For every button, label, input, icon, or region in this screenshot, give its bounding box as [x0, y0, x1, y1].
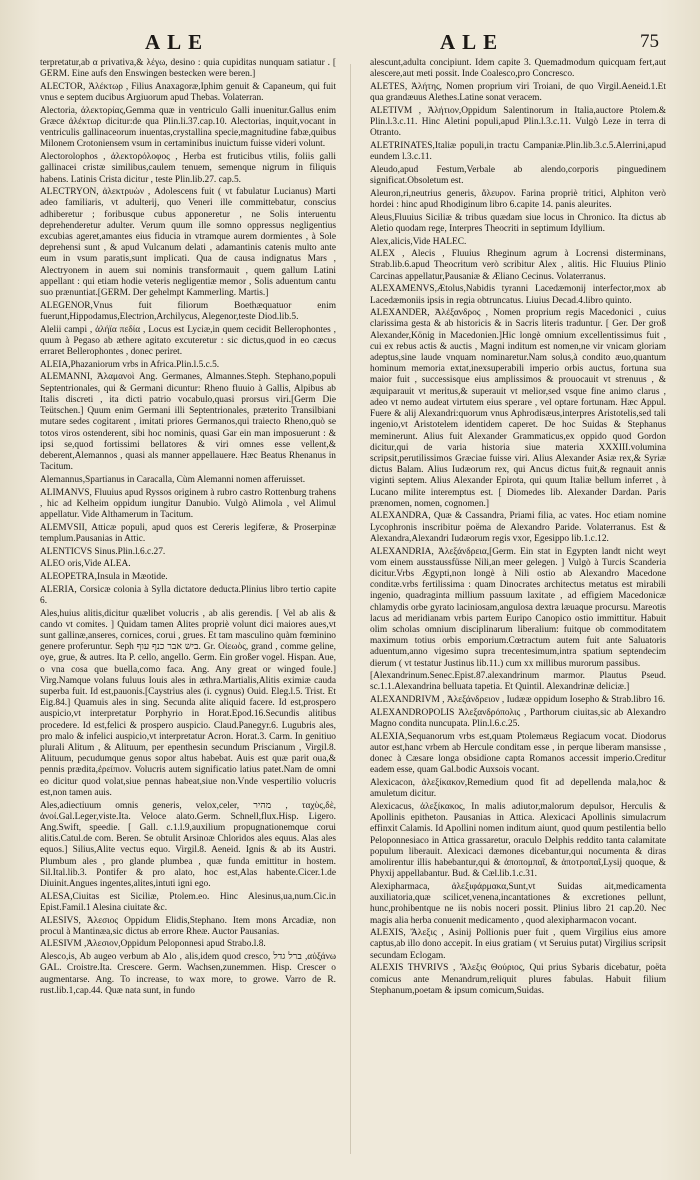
- dictionary-entry: Alexipharmaca, ἀλεξιφάρμακα,Sunt,vt Suidas ait,medicamenta auxiliatoria,quæ scilicet,venena,incantationes & excretiones pellunt, hunc,prohibentque ne iis nobis noceri possit. Plinius libro 21 cap.20. Nec magis alia herba conuenit medicamento , quod alexipharmacon vocant.: [370, 881, 666, 926]
- dictionary-entry: Alexicacus, ἀλεξίκακος, In malis adiutor,malorum depulsor, Herculis & Apollinis epitheton. Pausanias in Attica. Alexicaci Apollinis simulacrum effinxit Calamis. Id Apollini nomen inditum aiunt, quod quum pestilentia bello Peloponnesiaco in Attica grassaretur, oraculo Delphis reddito tanta calamitate populum liberauit. Alexicaci dæmones dicebantur,qui nocumenta & diras amolirentur illis habebantur,qui & ἀποπομπαῖ, & ἀποτροπαῖ,Lysij quoque, & Phyxij appellabantur. Bud. & Cæl.lib.1.c.31.: [370, 802, 666, 880]
- dictionary-entry: ALENTICVS Sinus.Plin.l.6.c.27.: [40, 546, 166, 557]
- running-header: [0, 30, 700, 56]
- dictionary-entry: Ales,huius alitis,dicitur quælibet volucris , ab alis gerendis. [ Vel ab alis & cando vt comites. ] Quidam tamen Alites propriè volunt dici maiores aues,vt sunt gallinæ,anseres, cornices, corui , grues. Et tam masculino quàm fœminino genere proferuntur. Seph ביש אבר כנף עוף. Gr. Οἰεωὸς, grand , comme geline, oye, grue, & autres. Ita P. cello, angello. Germ. Ein großer vogel. Hispan. Aue, o vna cosa que buella,como faca. Ang. Any great or winged foule.] Virg.Namque volans fuluus Iouis ales in æthra.Martialis,Alitis eximiæ cauda superba fuit. Id est,pauonis.[Caystrius ales (i. cygnus) Ouid. Eleg.l.5. Trist. Et Eig.84.] Quamuis ales in sing. Secunda alite aliquid facere. Id est,prospero auspicio,vt interpretatur Porphyrio in Horat.Epod.16.Secundis alitibus procedere. Id est,felici & prospero auspicio. Claud.Panegyr.6. Lugubris ales, pro malo & infelici auspicio,vt interpretatur Acron. Horat.3. Carm. In genitiuo plurali Alitum , & Alituum, per epenthesin secundum Priscianum , Virgil.8. Alituum, pecudumque genus sopor altus habebat. Auis est quæ parit oua,& pennis prædita,ἐρείπιον. Volucris autem significatio latius patet.Nam de omni eo dicitur quod volat,siue pennas habeat,siue non.Vnde vespertilio volucris est,non tamen auis.: [40, 608, 336, 798]
- page-number: 75: [640, 31, 659, 52]
- dictionary-entry: Aleuron,ri,neutrius generis, ἄλευρον. Farina propriè tritici, Alphiton verò hordei : hinc apud Rhodiginum libro 6.capite 14. panis aleurites.: [370, 188, 666, 210]
- dictionary-entry: ALEMANNI, Ἀλαμανοὶ Ang. Germanes, Almannes.Steph. Stephano,populi Septentrionales, qui & Germani dicuntur: Rheno fluuio à Gallis, Alpibus ab Italis discreti , ita dicti patrio vocabulo,quasi prorsus viri.[Germ Die Teütschen.] Quum enim Germani illi Septentrionales, præterito Transilbiani mutare sedes cogitarent , imitati priores Germanos,qui traiecto Rheno,quò se totos viros ostenderent, sibi hoc nominis, quasi Gar ein man imposuerunt : & ipsi se,quod fortissimi bellatores & viri omnes esse vellent,& deberent,Alemannos , quasi als manner appellauere. Hæc Beatus Rhenanus in Tacitum.: [40, 372, 336, 473]
- dictionary-entry: Alex,alicis,Vide HALEC.: [370, 236, 467, 247]
- dictionary-entry: alescunt,adulta concipiunt. Idem capite 3. Quemadmodum quicquam fert,aut alescere,aut meti possit. Inde Coalesco,pro Concresco.: [370, 58, 666, 80]
- dictionary-entry: ALEIA,Phazaniorum vrbs in Africa.Plin.l.5.c.5.: [40, 359, 220, 370]
- dictionary-entry: ALETES, Ἀλήτης, Nomen proprium viri Troiani, de quo Virgil.Aeneid.1.Et qua grandæuus Alethes.Latine sonat veracem.: [370, 81, 666, 104]
- dictionary-entry: Ales,adiectiuum omnis generis, velox,celer, מהיר , ταχὺς,δὲ, ἀνοί.Gal.Leger,viste.Ita. Veloce alato.Germ. Schnell,flux.Hisp. Ligero. Ang.Swift, speedie. [ Gall. c.1.l.9,auxilium propugnationemque corui alitis.Catul.de com. Beren. Se obtulit Arsinoæ Chloridos ales equus. Alas ales equos.] Silius,Alite vectus equo. Virgil.8. Aeneid. Ignis & ab its Austri. Plumbum ales , pro glande plumbea , quæ funda emittitur in hostem. Sil.Ital.lib.3. Pontifer & pro alato, hoc est,Alas habente.Cicer.1.de Diuinit.Angues ingentes,alites,intuti igni ego.: [40, 800, 336, 889]
- dictionary-entry: ALETRINATES,Italiæ populi,in tractu Campaniæ.Plin.lib.3.c.5.Alerrini,apud eundem l.3.c.11.: [370, 140, 666, 163]
- dictionary-entry: Aleus,Fluuius Siciliæ & tribus quædam siue locus in Chronico. Ita dictus ab Aletio quodam rege, Interpres Theocriti in septimum Idyllium.: [370, 212, 666, 234]
- dictionary-entry: ALEXANDROPOLIS Ἀλεξανδρόπολις , Parthorum ciuitas,sic ab Alexandro Magno condita nuncupata. Plin.l.6.c.25.: [370, 707, 666, 730]
- dictionary-entry: ALESA,Ciuitas est Siciliæ, Ptolem.eo. Hinc Alesinus,ua,num.Cic.in Epist.Famil.1 Alesina ciuitate &c.: [40, 891, 336, 913]
- dictionary-entry: ALEXANDRA, Quæ & Cassandra, Priami filia, ac vates. Hoc etiam nomine Lycophronis inscribitur poëma de Alexandro Paride. Volaterranus. Est & Alexandra,Alexandri Iudæorum regis vxor, Egesippo lib.1.c.12.: [370, 511, 666, 544]
- dictionary-entry: Alectorolophos , ἀλεκτορόλοφος , Herba est fruticibus vtilis, foliis galli gallinacei cristæ similibus,caulem tenuem, semenque nigrum in filiquis habens. Latinis Crista dicitur , teste Plin.lib.27. cap.5.: [40, 152, 336, 185]
- dictionary-entry: Alexicacon, ἀλεξίκακον,Remedium quod fit ad depellenda mala,hoc & amuletum dicitur.: [370, 778, 666, 800]
- dictionary-entry: ALERIA, Corsicæ colonia à Sylla dictatore deducta.Plinius libro tertio capite 6.: [40, 584, 336, 606]
- dictionary-entry: ALEX , Alecis , Fluuius Rheginum agrum à Locrensi disterminans, Strab.lib.6.apud Theocritum verò scribitur Alex , alitis. Hic Fluuius Plinio Carcinas appellatur,Pausaniæ & Æliano Cecinus. Volaterranus.: [370, 249, 666, 282]
- dictionary-entry: ALEXANDRIVM , Ἀλεξάνδρειον , Iudææ oppidum Iosepho & Strab.libro 16.: [370, 695, 666, 706]
- dictionary-entry: [Alexandrinum.Senec.Epist.87.alexandrinum marmor. Plautus Pseud. sc.1.1.Alexandrina belluata tapetia. Et Quintil. Alexandrinæ deliciæ.]: [370, 671, 666, 693]
- left-column: [40, 58, 336, 1168]
- dictionary-entry: ALEXANDER, Ἀλέξανδρος , Nomen proprium regis Macedonici , cuius clarissima gesta & ab historicis & in Sacris literis traduntur. [ Ger. Der groß Alexander,König in Macedonien.]Hic longè omnium excellentissimus fuit , cui ex rebus actis & auctis , Magni inditum est nomen,ne vir vnicam gloriam adeptus,sine laude vnquam nominaretur.Nam solus,à condito æuo,quantum hominum memoria extat,inexsuperabili imperio orbis auctus, fortuna sua maior fuit , successisque eius amplissimos & prouocauit vt strenuus , & æquiparauit vt meritus,& superauit vt melior,sed vsque fine animo clarus , adeo vt nemo audeat virtutem eius sperare , vel optare fortunam. Hæc Appul. Fuere & alij Alexandri:quorum vnus Aphrodisæus,interpres Aristotelis,sed tali ingenio,vt Aristotelem identidem caperet. De hoc Suidas & Stephanus meminerunt. Alius fuit Alexander Grammaticus,ex oppido quod Gordon dicitur,qui de varia historia siue materia XXXIII.volumina scripsit,perutilissimos Græciae fuisse viri. Alius Alexander Asiæ rex,& Syriæ dictus Balam. Alius Iudæorum rex, qui Ancus dictus fuit,& regnauit annis viginti septem. Alius Alexander Epirota, qui quum Italiæ bellum inferret , à Lucano milite interemptus est. [ Diomedes lib. Alexander Dardan. Paris prænomen, nomen, cognomen.]: [370, 308, 666, 509]
- dictionary-entry: ALECTRYON, ἀλεκτρυὼν , Adolescens fuit ( vt fabulatur Lucianus) Marti adeo familiaris, vt adulterij, quo Veneri ille committebatur, conscius adhiberetur ; foribusque cubus apponeretur , ne Solis interuentu deprehenderetur adulter. Verum quum ille somno oppressus negligentius excubias ageret,amantes eius fiducia in vtramque aurem dormientes , à Sole deprehensi sunt , & apud Vulcanum delati , adamantinis catenis multo ante eum in vsum paratis,sunt implicati. Qua de causa indignatus Mars , Alectryonem in auem sui nominis transformauit , quem gallum Latini appellant : qui etiam hodie veteris negligentiæ memor , Solis aduentum cantu suo prænuntiat.[GERM. Der gehelmpt Kammerling. Martis.]: [40, 187, 336, 299]
- dictionary-entry: Alelii campi , ἀλήϊα πεδία , Locus est Lyciæ,in quem cecidit Bellerophontes , quum à Pegaso ab æthere agitato excuteretur : sic dictus,quod in eo cæcus erraret Bellerophontes , donec periret.: [40, 324, 336, 358]
- dictionary-entry: terpretatur,ab α privativa,& λέγω, desino : quia cupiditas nunquam satiatur . [ GERM. Eine aufs den Enswingen bestecken were beren.]: [40, 58, 336, 80]
- dictionary-entry: Alectoria, ἀλεκτορίας,Gemma quæ in ventriculo Galli inuenitur.Gallus enim Græce ἀλέκτωρ dicitur:de qua Plin.li.37.cap.10. Alectorias, inquit,vocant in ventriculis gallinaceorum inuentas,crystallina specie,magnitudine fabæ,quibus Milonem Crotoniensem vsum in certaminibus inuictum fuisse videri volunt.: [40, 105, 336, 150]
- dictionary-entry: ALEGENOR,Vnus fuit filiorum Boethæquatuor enim fuerunt,Hippodamus,Electrion,Archilycus, Alegenor,teste Diod.lib.5.: [40, 300, 336, 322]
- dictionary-entry: Alesco,is, Ab augeo verbum ab Alo , alis,idem quod cresco, ברל גדל ,αὐξάνω GAL. Croistre.Ita. Crescere. Germ. Wachsen,zunemmen. Hisp. Crescer o augmentarse. Ang. To increase, to wax more, to growe. Varro de R. rust.lib.1,cap.44. Quæ nata sunt, in fundo: [40, 952, 336, 996]
- dictionary-entry: Alemannus,Spartianus in Caracalla, Cùm Alemanni nomen afferuisset.: [40, 474, 306, 485]
- dictionary-entry: ALECTOR, Ἀλέκτωρ , Filius Anaxagoræ,Iphim genuit & Capaneum, qui fuit vnus e septem ducibus Argiuorum apud Thebas. Volaterran.: [40, 81, 336, 104]
- header-right-word: ALE: [440, 30, 505, 54]
- header-left-word: ALE: [145, 30, 210, 54]
- text-columns: [40, 58, 668, 1168]
- dictionary-entry: ALEXAMENVS,Ætolus,Nabidis tyranni Lacedæmonij interfector,mox ab Lacedæmoniis ipsis in regia obtruncatus. Liuius Decad.4.libro quinto.: [370, 284, 666, 306]
- dictionary-entry: ALIMANVS, Fluuius apud Ryssos originem à rubro castro Rottenburg trahens , hic ad Kelheim oppidum iungitur Danubio. Vulgò Alimola , vel Alimul appellatur. Vide Althamerum in Tacitum.: [40, 487, 336, 520]
- dictionary-entry: ALEO oris,Vide ALEA.: [40, 559, 131, 570]
- dictionary-entry: Aleudo,apud Festum,Verbale ab alendo,corporis pinguedinem significat.Obsoletum est.: [370, 164, 666, 187]
- dictionary-entry: ALESIVS, Ἀλεσιος Oppidum Elidis,Stephano. Item mons Arcadiæ, non procul à Mantinæa,sic dictus ab errore Rheæ. Auctor Pausanias.: [40, 915, 336, 937]
- right-column: [370, 58, 666, 1168]
- dictionary-entry: ALEMVSII, Atticæ populi, apud quos est Cereris legiferæ, & Proserpinæ templum.Pausanias in Attic.: [40, 522, 336, 544]
- dictionary-entry: ALEXIS, Ἄλεξις , Asinij Pollionis puer fuit , quem Virgilius eius amore captus,ab illo dono accepit. In eius gratiam ( vt Seruius putat) Virgilius scripsit secundam Eclogam.: [370, 928, 666, 961]
- dictionary-entry: ALETIVM , Ἀλήτιον,Oppidum Salentinorum in Italia,auctore Ptolem.& Plin.l.3.c.11. Hinc Aletini populi,apud Plin.l.3.c.11. Vulgò Leze in terra di Otranto.: [370, 105, 666, 139]
- dictionary-entry: ALEOPETRA,Insula in Mæotide.: [40, 571, 168, 582]
- dictionary-entry: ALEXANDRIA, Ἀλεξάνδρεια,[Germ. Ein stat in Egypten landt nicht weyt vom einem ausstaussfüsse Nili,an meer gelegen. ] Vulgò à Turcis Scanderia dicitur.Vrbs Ægypti,non longè à Nili ostio ab Alexandro Macedone conditæ.vrbs fertilissima : quam Dinocrates architectus metatus est mirabili ingenio, quadraginta millium passuum laxitate , ad effigiem Macedonicæ chlamydis orbe gyrato laciniosam,angulosa dextra læuaque procursu. Mareotis lacus ad meridianam vrbis partem Euripo Canopico ostio immittitur. Habuit olim scholas omnium disciplinarum liberalium: fuitque ob commoditatem maximum totius orbis emporium.Cœtractum autem fuit ante Saluatoris aduentum,anno vigesimo supra trecentesimum,intra spatium septendecim dierum ( vt testatur Justinus lib.11.) cum xx millibus murorum passibus.: [370, 546, 666, 669]
- dictionary-entry: ALESIVM ,Ἀλεσιον,Oppidum Peloponnesi apud Strabo.l.8.: [40, 939, 266, 950]
- dictionary-entry: ALEXIS THVRIVS , Ἄλεξις Θούριος, Qui prius Sybaris dicebatur, poëta comicus ante Menandrum,reliquit plures fabulas. Habuit filium Stephanum,poetam & ipsum comicum,Suidas.: [370, 963, 666, 996]
- dictionary-entry: ALEXIA,Sequanorum vrbs est,quam Ptolemæus Regiacum vocat. Diodorus autor est,hanc vrbem ab Hercule conditam esse , in perque liberam mansisse , donec à Cæsare longa obsidione capta Romanos accessit imperio.Creditur eadem esse, quam Gal.bodic Auxsois vocant.: [370, 731, 666, 776]
